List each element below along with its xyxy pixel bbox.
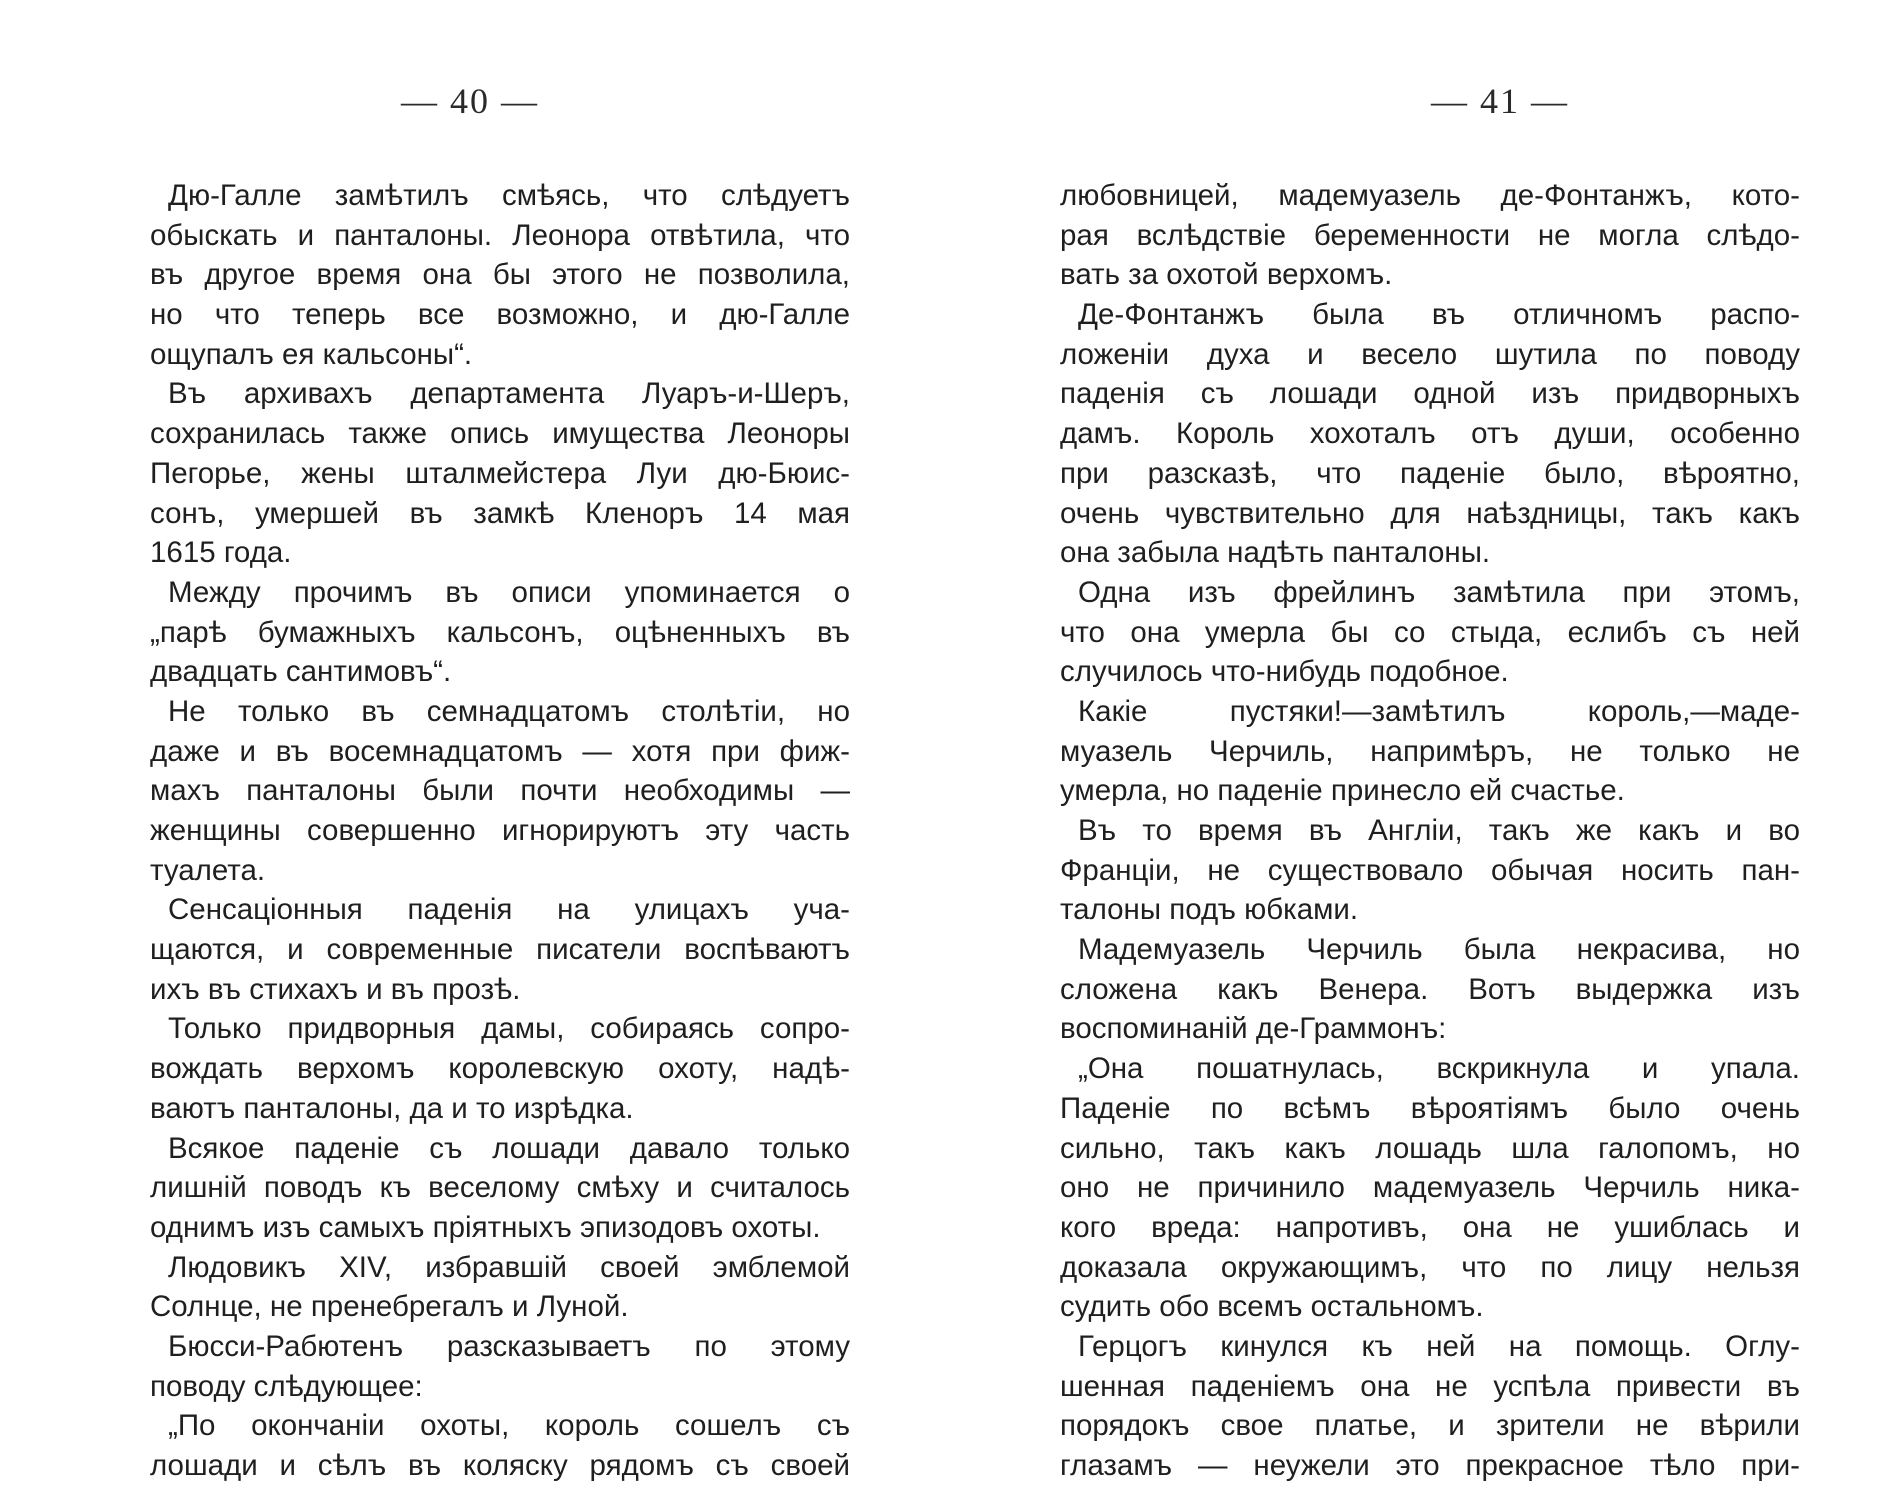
text-line: Только придворныя дамы, собираясь сопро- [168, 1012, 850, 1046]
right-page-text [1060, 176, 1800, 1486]
text-line: сонъ, умершей въ замкѣ Кленоръ 14 мая [150, 496, 850, 530]
text-line: Солнце, не пренебрегалъ и Луной. [150, 1290, 629, 1324]
text-line: Всякое паденіе съ лошади давало только [168, 1131, 850, 1165]
text-line: даже и въ восемнадцатомъ — хотя при фиж- [150, 734, 850, 768]
text-line: Бюсси-Рабютенъ разсказываетъ по этому [168, 1329, 850, 1363]
text-line: обыскать и панталоны. Леонора отвѣтила, что [150, 218, 850, 252]
text-line: Сенсаціонныя паденія на улицахъ уча- [168, 893, 850, 927]
text-line: талоны подъ юбками. [1060, 893, 1359, 927]
text-line: рая вслѣдствіе беременности не могла слѣдо- [1060, 218, 1800, 252]
text-line: паденія съ лошади одной изъ придворныхъ [1060, 377, 1800, 411]
text-line: Франціи, не существовало обычая носить пан- [1060, 853, 1800, 887]
text-line: вать за охотой верхомъ. [1060, 258, 1393, 292]
text-line: двадцать сантимовъ“. [150, 655, 452, 689]
text-line: „Она пошатнулась, вскрикнула и упала. [1078, 1052, 1800, 1086]
text-line: шенная паденіемъ она не успѣла привести въ [1060, 1369, 1800, 1403]
text-line: сильно, такъ какъ лошадь шла галопомъ, но [1060, 1131, 1800, 1165]
text-line: „По окончаніи охоты, король сошелъ съ [168, 1409, 850, 1443]
text-line: судить обо всемъ остальномъ. [1060, 1290, 1484, 1324]
left-page [150, 0, 850, 1508]
text-line: Мадемуазель Черчиль была некрасива, но [1078, 933, 1800, 967]
text-line: ощупалъ ея кальсоны“. [150, 337, 473, 371]
page-number-40: — 40 — [401, 81, 539, 121]
text-line: однимъ изъ самыхъ пріятныхъ эпизодовъ охоты. [150, 1210, 821, 1244]
text-line: въ другое время она бы этого не позволила, [150, 258, 850, 292]
text-line: что она умерла бы со стыда, еслибъ съ ней [1060, 615, 1800, 649]
text-line: вождать верхомъ королевскую охоту, надѣ- [150, 1052, 850, 1086]
text-line: при разсказѣ, что паденіе было, вѣроятно, [1060, 456, 1800, 490]
text-line: воспоминаній де-Граммонъ: [1060, 1012, 1447, 1046]
text-line: Дю-Галле замѣтилъ смѣясь, что слѣдуетъ [168, 179, 850, 212]
text-line: порядокъ свое платье, и зрители не вѣрили [1060, 1409, 1800, 1443]
text-line: случилось что-нибудь подобное. [1060, 655, 1509, 689]
text-line: „парѣ бумажныхъ кальсонъ, оцѣненныхъ въ [150, 615, 850, 649]
text-line: поводу слѣдующее: [150, 1369, 423, 1403]
text-line: махъ панталоны были почти необходимы — [150, 774, 850, 808]
text-line: Пегорье, жены шталмейстера Луи дю-Бюис- [150, 456, 850, 490]
text-line: Въ то время въ Англіи, такъ же какъ и во [1078, 814, 1800, 847]
text-line: лошади и сѣлъ въ коляску рядомъ съ своей [150, 1449, 850, 1482]
text-line: 1615 года. [150, 536, 292, 570]
text-line: Людовикъ XIV, избравшій своей эмблемой [168, 1250, 850, 1284]
text-line: туалета. [150, 853, 266, 887]
text-line: сложена какъ Венера. Вотъ выдержка изъ [1060, 972, 1800, 1006]
text-line: очень чувствительно для наѣздницы, такъ какъ [1060, 496, 1800, 530]
right-page [1060, 0, 1800, 1508]
text-line: лишній поводъ къ веселому смѣху и считалось [150, 1171, 850, 1205]
text-line: любовницей, мадемуазель де-Фонтанжъ, кото- [1060, 179, 1800, 212]
text-line: сохранилась также опись имущества Леоноры [150, 417, 850, 451]
text-line: Паденіе по всѣмъ вѣроятіямъ было очень [1060, 1091, 1800, 1125]
text-line: оно не причинило мадемуазель Черчиль ника- [1060, 1171, 1800, 1205]
text-line: ложеніи духа и весело шутила по поводу [1060, 337, 1800, 371]
text-line: щаются, и современные писатели воспѣваютъ [150, 933, 850, 967]
text-line: ихъ въ стихахъ и въ прозѣ. [150, 972, 521, 1006]
text-line: Какіе пустяки!—замѣтилъ король,—маде- [1078, 694, 1800, 728]
text-line: она забыла надѣть панталоны. [1060, 536, 1491, 570]
text-line: Не только въ семнадцатомъ столѣтіи, но [168, 694, 850, 728]
text-line: кого вреда: напротивъ, она не ушиблась и [1060, 1210, 1800, 1244]
text-line: женщины совершенно игнорируютъ эту часть [150, 814, 850, 847]
page-number-41: — 41 — [1431, 81, 1569, 121]
left-page-text [150, 176, 850, 1486]
text-line: ваютъ панталоны, да и то изрѣдка. [150, 1091, 634, 1125]
text-line: но что теперь все возможно, и дю-Галле [150, 298, 850, 332]
text-line: муазель Черчиль, напримѣръ, не только не [1060, 734, 1800, 768]
text-line: глазамъ — неужели это прекрасное тѣло при- [1060, 1449, 1800, 1482]
text-line: умерла, но паденіе принесло ей счастье. [1060, 774, 1625, 808]
text-line: Между прочимъ въ описи упоминается о [168, 575, 850, 609]
text-line: доказала окружающимъ, что по лицу нельзя [1060, 1250, 1800, 1284]
text-line: Герцогъ кинулся къ ней на помощь. Оглу- [1078, 1329, 1800, 1363]
text-line: Въ архивахъ департамента Луаръ-и-Шеръ, [168, 377, 850, 411]
text-line: Де-Фонтанжъ была въ отличномъ распо- [1078, 298, 1800, 332]
text-line: дамъ. Король хохоталъ отъ души, особенно [1060, 417, 1800, 451]
text-line: Одна изъ фрейлинъ замѣтила при этомъ, [1078, 575, 1800, 609]
